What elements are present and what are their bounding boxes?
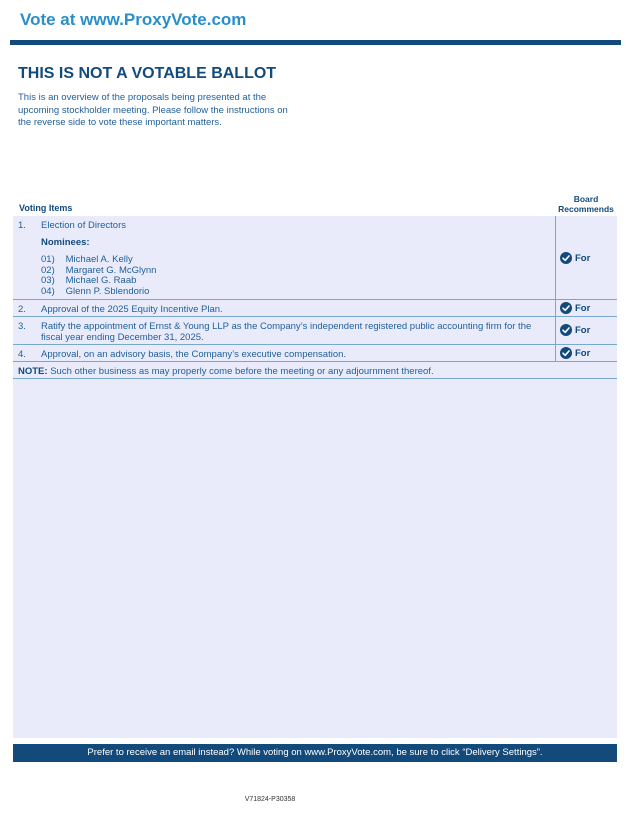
nominee-name: Margaret G. McGlynn [65,264,157,276]
board-recommends-line2: Recommends [558,204,614,214]
board-recommendation [555,317,617,344]
intro-text [18,92,318,130]
nominee-number: 04) [41,285,55,297]
voting-item-3 [13,317,617,345]
nominee-number: 01) [41,254,55,265]
nominee-name: Michael G. Raab [65,275,137,286]
nominee [41,287,149,298]
nominee-name: Michael A. Kelly [65,254,133,265]
check-circle-icon [560,347,572,359]
intro-line: upcoming stockholder meeting. Please follow the instructions on [18,104,288,116]
intro-line: the reverse side to vote these important matters. [18,117,222,128]
intro-line: This is an overview of the proposals being presented at the [18,92,267,103]
nominee-name: Glenn P. Sblendorio [65,285,150,297]
item-number: 1. [18,220,26,231]
item-number: 4. [18,349,26,360]
item-text: Approval of the 2025 Equity Incentive Plan. [41,304,223,315]
note [13,362,617,379]
board-recommends-line1: Board [573,194,599,204]
board-recommends-header [555,194,617,214]
check-circle-icon [560,252,572,264]
check-circle-icon [560,302,572,314]
item-text: Election of Directors [41,220,127,231]
board-recommendation [555,300,617,316]
board-recommendation [555,216,617,299]
item-number: 2. [18,304,26,315]
recommendation-label: For [575,252,591,264]
voting-item-4 [13,345,617,362]
nominee-number: 02) [41,264,55,276]
voting-item-1 [13,216,617,300]
board-recommendation [555,345,617,361]
voting-item-2 [13,300,617,317]
document-code: V71824-P30358 [244,796,296,803]
item-text [41,321,553,343]
voting-items-header: Voting Items [19,203,73,213]
footer-banner: Prefer to receive an email instead? While voting on www.ProxyVote.com, be sure to click “Delivery Settings”. [13,744,617,762]
header-divider [10,40,621,45]
recommendation-label: For [575,347,591,359]
item-text-line: Ratify the appointment of Ernst & Young LLP as the Company’s independent registered public accounting firm for the [41,321,532,332]
check-circle-icon [560,324,572,336]
item-number: 3. [18,321,26,332]
page-title: THIS IS NOT A VOTABLE BALLOT [18,65,277,82]
recommendation-label: For [575,302,591,314]
note-text: Such other business as may properly come before the meeting or any adjournment thereof. [47,366,434,377]
note-label: NOTE: [18,366,48,377]
item-text-line: fiscal year ending December 31, 2025. [41,332,204,343]
recommendation-label: For [575,324,591,336]
nominees-label: Nominees: [41,237,90,248]
nominee-number: 03) [41,275,55,286]
item-text: Approval, on an advisory basis, the Company’s executive compensation. [41,349,347,360]
header-title: Vote at www.ProxyVote.com [20,10,247,29]
